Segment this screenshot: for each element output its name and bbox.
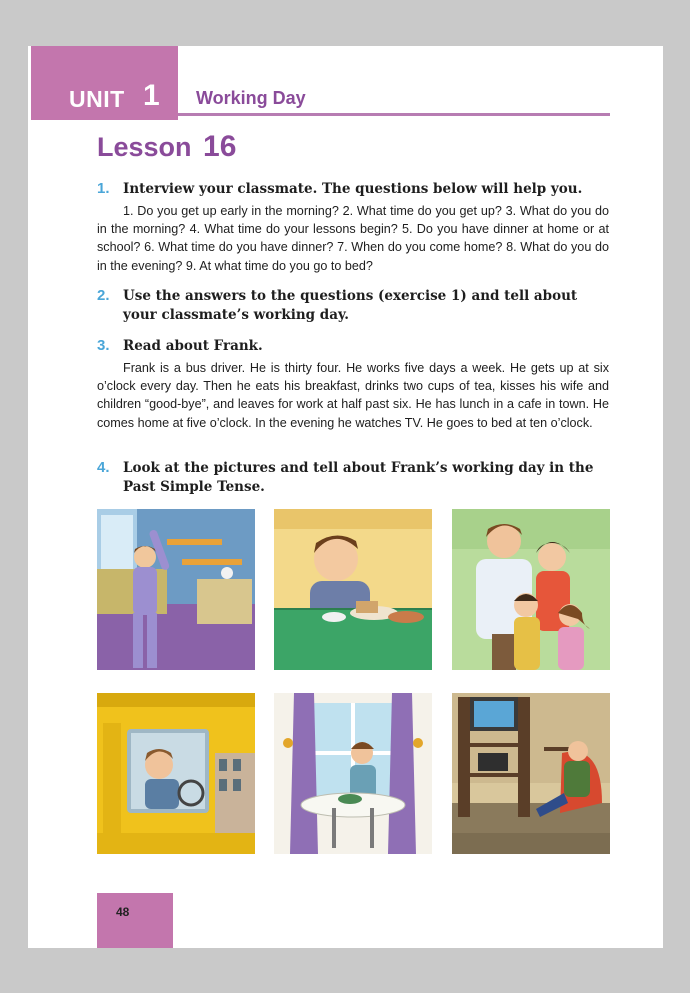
exercise-3 bbox=[97, 337, 609, 432]
exercise-body: Frank is a bus driver. He is thirty four. He works five days a week. He gets up at six o’clock every day. Then he eats his breakfast, drinks two cups of tea, kisses his wife and children “good-bye”, and leaves for work at half past six. He has lunch in a cafe in town. He comes home at five o’clock. In the evening he watches TV. He goes to bed at ten o’clock. bbox=[97, 361, 609, 430]
exercise-body: 1. Do you get up early in the morning? 2. What time do you get up? 3. What do you do in the morning? 4. What time do your lessons begin? 5. Do you have dinner at home or at school? 6. What time do you have dinner? 7. When do you come home? 8. What do you do in the evening? 9. At what time do you go to bed? bbox=[97, 204, 609, 273]
unit-tab bbox=[31, 46, 178, 120]
illustration-waking-up bbox=[97, 509, 255, 670]
illustration-breakfast bbox=[274, 509, 432, 670]
unit-number: 1 bbox=[143, 79, 160, 112]
textbook-page bbox=[28, 46, 663, 948]
exercise-4 bbox=[97, 459, 609, 497]
page-number-box bbox=[97, 893, 173, 948]
title-divider bbox=[178, 113, 610, 116]
exercise-number: 3. bbox=[97, 337, 110, 354]
illustration-bus-driving bbox=[97, 693, 255, 854]
exercise-heading: Read about Frank. bbox=[123, 338, 263, 354]
exercise-1 bbox=[97, 180, 609, 275]
unit-title: Working Day bbox=[196, 88, 306, 108]
lesson-label: Lesson bbox=[97, 132, 192, 162]
illustration-cafe-lunch bbox=[274, 693, 432, 854]
exercise-2 bbox=[97, 287, 609, 325]
exercise-heading: Interview your classmate. The questions below will help you. bbox=[123, 181, 583, 197]
lesson-number: 16 bbox=[203, 130, 237, 163]
exercise-number: 2. bbox=[97, 287, 110, 304]
exercise-number: 1. bbox=[97, 180, 110, 197]
exercise-heading: Look at the pictures and tell about Frank’s working day in the Past Simple Tense. bbox=[123, 460, 594, 495]
exercise-heading: Use the answers to the questions (exercise 1) and tell about your classmate’s working day. bbox=[123, 288, 578, 323]
illustration-watching-tv bbox=[452, 693, 610, 854]
illustration-family bbox=[452, 509, 610, 670]
exercise-number: 4. bbox=[97, 459, 110, 476]
unit-word: UNIT bbox=[69, 86, 125, 112]
lesson-title bbox=[97, 130, 236, 164]
page-number: 48 bbox=[116, 905, 130, 919]
illustration-grid bbox=[97, 509, 610, 854]
